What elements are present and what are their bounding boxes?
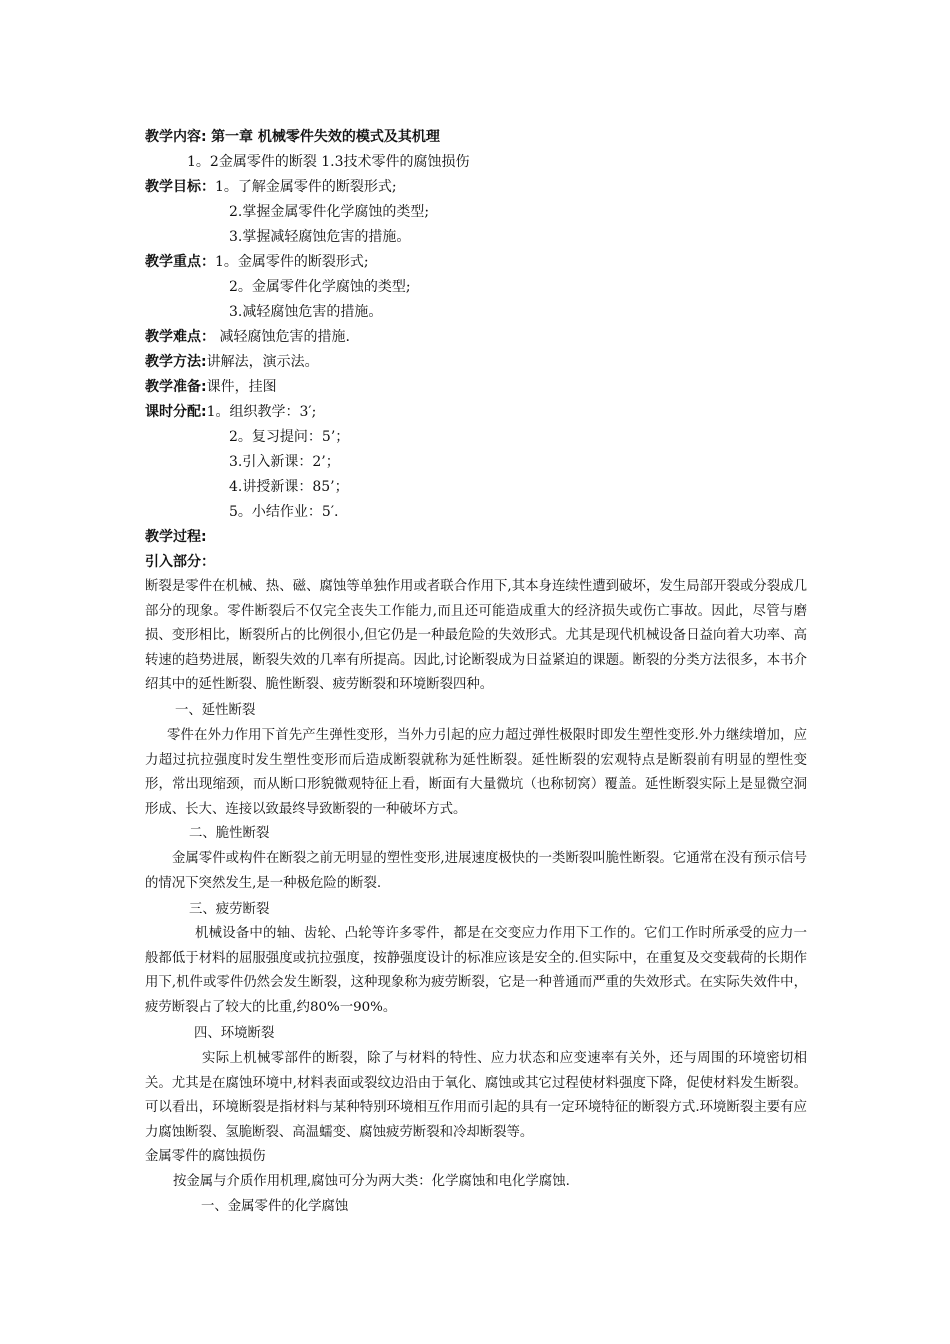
ductile-paragraph — [145, 724, 807, 822]
objective-item: 3.掌握减轻腐蚀危害的措施。 — [229, 229, 411, 245]
section-heading-environmental: 四、环境断裂 — [194, 1026, 275, 1041]
objectives-line — [145, 177, 397, 197]
method-value: 讲解法，演示法。 — [206, 354, 319, 370]
content-label: 教学内容: — [145, 129, 207, 145]
schedule-item: 1。组织教学：3′; — [206, 404, 317, 420]
objective-item: 1。了解金属零件的断裂形式; — [215, 179, 397, 195]
preparation-label: 教学准备: — [145, 379, 207, 395]
environmental-text: 实际上机械零部件的断裂，除了与材料的特性、应力状态和应变速率有关外，还与周围的环境密切相关。尤其是在腐蚀环境中,材料表面或裂纹边沿由于氧化、腐蚀或其它过程使材料强度下降，促使材料发生断裂。可以看出，环境断裂是指材料与某种特别环境相互作用而引起的具有一定环境特征的断裂方式.环境断裂主要有应力腐蚀断裂、氢脆断裂、高温蠕变、腐蚀疲劳断裂和冷却断裂等。 — [145, 1051, 807, 1140]
corrosion-title: 金属零件的腐蚀损伤 — [145, 1149, 266, 1164]
fatigue-paragraph — [145, 922, 807, 1020]
key-points-line — [145, 252, 369, 272]
schedule-item: 3.引入新课：2’； — [229, 454, 340, 470]
difficulty-label: 教学难点： — [145, 329, 215, 345]
brittle-paragraph — [145, 847, 807, 896]
difficulty-value: 减轻腐蚀危害的措施. — [219, 329, 350, 345]
fatigue-text: 机械设备中的轴、齿轮、凸轮等许多零件，都是在交变应力作用下工作的。它们工作时所承受的应力一般都低于材料的屈服强度或抗拉强度，按静强度设计的标准应该是安全的.但实际中，在重复及交变载荷的长期作用下,机件或零件仍然会发生断裂，这种现象称为疲劳断裂，它是一种普通而严重的失效形式。在实际失效件中，疲劳断裂占了较大的比重,约80%一90%。 — [145, 926, 807, 1015]
intro-label: 引入部分： — [145, 554, 215, 570]
section-line: 1。2金属零件的断裂 1.3技术零件的腐蚀损伤 — [187, 154, 470, 170]
difficulty-line — [145, 327, 350, 347]
objective-item: 2.掌握金属零件化学腐蚀的类型; — [229, 204, 430, 220]
schedule-item: 2。复习提问：5’； — [229, 429, 350, 445]
environmental-paragraph — [145, 1047, 807, 1145]
objectives-label: 教学目标： — [145, 179, 215, 195]
brittle-text: 金属零件或构件在断裂之前无明显的塑性变形,进展速度极快的一类断裂叫脆性断裂。它通常在没有预示信号的情况下突然发生,是一种极危险的断裂. — [145, 851, 807, 891]
key-point-item: 2。金属零件化学腐蚀的类型; — [229, 279, 411, 295]
schedule-line — [145, 402, 316, 422]
method-line — [145, 352, 319, 372]
process-label: 教学过程: — [145, 529, 207, 545]
intro-paragraph — [145, 575, 807, 698]
section-heading-chemical-corrosion: 一、金属零件的化学腐蚀 — [201, 1199, 349, 1214]
key-point-item: 1。金属零件的断裂形式; — [215, 254, 369, 270]
section-heading-ductile: 一、延性断裂 — [175, 703, 256, 718]
schedule-item: 4.讲授新课：85’； — [229, 479, 349, 495]
section-heading-fatigue: 三、疲劳断裂 — [189, 902, 270, 917]
preparation-value: 课件，挂图 — [206, 379, 277, 395]
content-line — [145, 127, 440, 147]
key-point-item: 3.减轻腐蚀危害的措施。 — [229, 304, 383, 320]
section-heading-brittle: 二、脆性断裂 — [189, 826, 270, 841]
preparation-line — [145, 377, 277, 397]
intro-text: 断裂是零件在机械、热、磁、腐蚀等单独作用或者联合作用下,其本身连续性遭到破坏，发生局部开裂或分裂成几部分的现象。零件断裂后不仅完全丧失工作能力,而且还可能造成重大的经济损失或伤亡事故。因此，尽管与磨损、变形相比，断裂所占的比例很小,但它仍是一种最危险的失效形式。尤其是现代机械设备日益向着大功率、高转速的趋势进展，断裂失效的几率有所提高。因此,讨论断裂成为日益紧迫的课题。断裂的分类方法很多，本书介绍其中的延性断裂、脆性断裂、疲劳断裂和环境断裂四种。 — [145, 579, 807, 692]
chapter-title: 第一章 机械零件失效的模式及其机理 — [211, 129, 440, 145]
ductile-text: 零件在外力作用下首先产生弹性变形，当外力引起的应力超过弹性极限时即发生塑性变形.外力继续增加，应力超过抗拉强度时发生塑性变形而后造成断裂就称为延性断裂。延性断裂的宏观特点是断裂前有明显的塑性变形，常出现缩颈，而从断口形貌微观特征上看，断面有大量微坑（也称韧窝）覆盖。延性断裂实际上是显微空洞形成、长大、连接以致最终导致断裂的一种破坏方式。 — [145, 728, 807, 817]
schedule-label: 课时分配: — [145, 404, 207, 420]
corrosion-intro: 按金属与介质作用机理,腐蚀可分为两大类：化学腐蚀和电化学腐蚀. — [173, 1174, 570, 1189]
method-label: 教学方法: — [145, 354, 207, 370]
schedule-item: 5。小结作业：5′. — [229, 504, 339, 520]
key-points-label: 教学重点： — [145, 254, 215, 270]
